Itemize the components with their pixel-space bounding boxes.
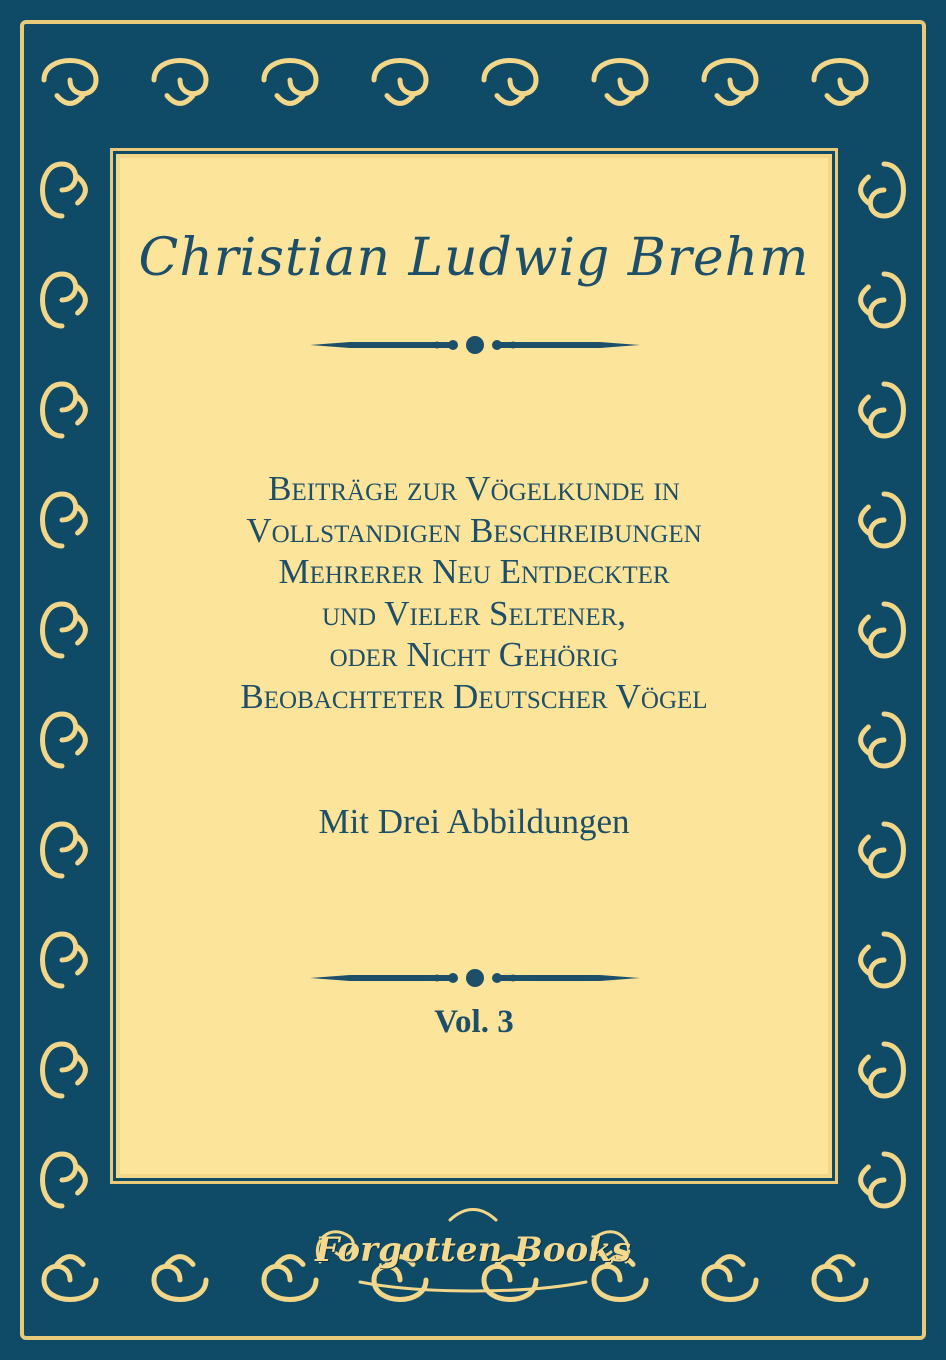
title-line: Beobachteter Deutscher Vögel [240, 676, 708, 716]
bottom-divider-ornament [310, 967, 640, 989]
scroll-ornament [704, 1257, 756, 1300]
scroll-ornament [154, 1257, 206, 1300]
scroll-ornament [861, 1154, 904, 1206]
title-line: Vollstandigen Beschreibungen [246, 510, 702, 550]
scroll-ornament [44, 1257, 96, 1300]
author-name: Christian Ludwig Brehm [138, 228, 810, 288]
scroll-ornament [861, 824, 904, 876]
top-divider-ornament [310, 334, 640, 356]
scroll-ornament [43, 604, 86, 656]
title-line: Beiträge zur Vögelkunde in [268, 469, 680, 508]
scroll-ornament [264, 61, 316, 104]
scroll-ornament [43, 824, 86, 876]
scroll-ornament [43, 494, 86, 546]
scroll-ornament [43, 384, 86, 436]
scroll-ornament [594, 61, 646, 104]
scroll-ornament [374, 61, 426, 104]
book-title [140, 468, 808, 717]
publisher-name: Forgotten Books [315, 1230, 631, 1270]
scroll-ornament [814, 61, 866, 104]
title-line: Mehrerer Neu Entdeckter [278, 552, 670, 591]
scroll-ornament [861, 714, 904, 766]
book-subtitle: Mit Drei Abbildungen [318, 802, 630, 841]
scroll-ornament [43, 164, 86, 216]
scroll-ornament [43, 274, 86, 326]
scroll-ornament [704, 61, 756, 104]
volume-number: Vol. 3 [434, 1004, 514, 1040]
scroll-ornament [43, 714, 86, 766]
scroll-ornament [43, 1044, 86, 1096]
scroll-ornament [861, 934, 904, 986]
scroll-ornament [861, 164, 904, 216]
scroll-ornament [861, 1044, 904, 1096]
scroll-ornament [861, 384, 904, 436]
scroll-ornament [484, 61, 536, 104]
scroll-ornament [861, 604, 904, 656]
scroll-ornament [43, 1154, 86, 1206]
scroll-ornament [43, 934, 86, 986]
publisher-logo [300, 1202, 646, 1298]
scroll-ornament [44, 61, 96, 104]
title-panel [120, 158, 828, 1174]
scroll-ornament [861, 494, 904, 546]
scroll-ornament [814, 1257, 866, 1300]
scroll-ornament [861, 274, 904, 326]
scroll-ornament [154, 61, 206, 104]
title-line: und Vieler Seltener, [321, 593, 627, 633]
title-line: oder Nicht Gehörig [329, 635, 619, 674]
